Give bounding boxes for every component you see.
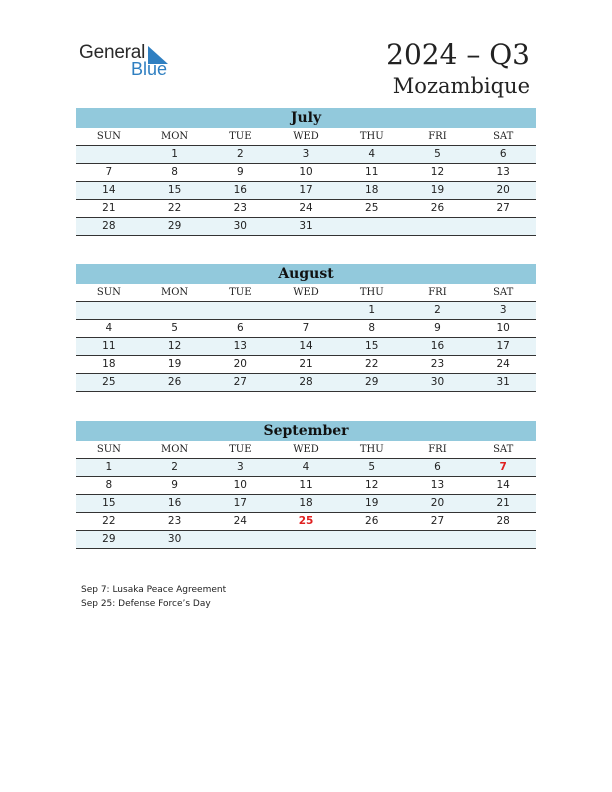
week-row: [76, 531, 536, 549]
day-cell: 26: [365, 515, 379, 527]
day-cell: 3: [499, 304, 507, 316]
day-cell: 26: [430, 202, 445, 214]
holiday-note: Sep 25: Defense Force’s Day: [81, 599, 211, 609]
weekday-label: MON: [160, 444, 189, 455]
day-cell: 2: [236, 148, 244, 160]
weekday-label: WED: [293, 444, 319, 455]
weekday-label: FRI: [428, 444, 447, 455]
day-cell: 12: [365, 479, 379, 491]
day-cell: 15: [167, 184, 182, 196]
day-cell: 23: [167, 515, 182, 527]
day-cell: 21: [299, 358, 313, 370]
day-cell: 7: [302, 322, 310, 334]
day-cell: 29: [365, 376, 379, 388]
week-row: [76, 495, 536, 513]
day-cell: 9: [171, 479, 178, 491]
day-cell: [470, 218, 536, 235]
month-calendar-august: [76, 264, 536, 392]
day-cell: 4: [368, 148, 376, 160]
day-cell: 25: [298, 515, 314, 527]
day-cell: [76, 302, 142, 319]
day-cell: [273, 531, 339, 548]
day-cell: 13: [496, 166, 510, 178]
weekday-label: SAT: [493, 287, 514, 298]
country-name: Mozambique: [392, 74, 530, 98]
day-cell: 4: [105, 322, 113, 334]
weekday-label: TUE: [229, 287, 252, 298]
day-cell: 25: [102, 376, 116, 388]
week-row: [76, 200, 536, 218]
day-cell: 16: [233, 184, 247, 196]
day-cell: [405, 531, 471, 548]
day-cell: 5: [368, 461, 376, 473]
day-cell: 7: [105, 166, 113, 178]
day-cell: [405, 218, 471, 235]
day-cell: 9: [434, 322, 441, 334]
day-cell: 10: [496, 322, 510, 334]
weekday-label: SAT: [493, 444, 514, 455]
day-cell: [207, 302, 273, 319]
weekday-label: WED: [293, 131, 319, 142]
day-cell: 24: [299, 202, 313, 214]
day-cell: 13: [430, 479, 445, 491]
page-title: 2024 – Q3: [386, 38, 530, 71]
day-cell: 13: [233, 340, 247, 352]
day-cell: 10: [299, 166, 313, 178]
day-cell: 22: [365, 358, 379, 370]
day-cell: 29: [167, 220, 182, 232]
weekday-label: WED: [293, 287, 319, 298]
day-cell: 6: [499, 148, 507, 160]
weekday-label: MON: [160, 131, 189, 142]
day-cell: 17: [233, 497, 247, 509]
weekday-label: FRI: [428, 287, 447, 298]
day-cell: 31: [299, 220, 313, 232]
day-cell: [273, 302, 339, 319]
day-cell: [207, 531, 273, 548]
week-row: [76, 374, 536, 392]
day-cell: 1: [105, 461, 113, 473]
logo-text-general: General: [79, 42, 146, 63]
day-cell: 11: [102, 340, 116, 352]
day-cell: 1: [171, 148, 178, 160]
day-cell: 18: [102, 358, 116, 370]
weekday-label: SUN: [96, 444, 121, 455]
day-cell: 21: [496, 497, 510, 509]
day-cell: 6: [434, 461, 441, 473]
day-cell: 2: [434, 304, 441, 316]
holiday-notes: [81, 583, 226, 611]
day-cell: 7: [499, 461, 507, 473]
day-cell: 11: [299, 479, 313, 491]
day-cell: [470, 531, 536, 548]
week-row: [76, 356, 536, 374]
weekday-label: TUE: [229, 131, 252, 142]
week-row: [76, 338, 536, 356]
logo-text-blue: Blue: [131, 59, 168, 79]
day-cell: 16: [430, 340, 445, 352]
day-cell: 19: [167, 358, 182, 370]
day-cell: [339, 531, 405, 548]
day-cell: 23: [233, 202, 247, 214]
week-row: [76, 182, 536, 200]
weekday-label: SUN: [96, 287, 121, 298]
week-row: [76, 513, 536, 531]
day-cell: 14: [102, 184, 116, 196]
day-cell: 15: [365, 340, 379, 352]
month-calendar-september: [76, 421, 536, 549]
day-cell: 20: [430, 497, 445, 509]
day-cell: 20: [233, 358, 247, 370]
day-cell: 4: [302, 461, 310, 473]
day-cell: 17: [299, 184, 313, 196]
day-cell: [76, 146, 142, 163]
day-cell: 23: [430, 358, 445, 370]
day-cell: 17: [496, 340, 510, 352]
weekday-label: TUE: [229, 444, 252, 455]
day-cell: 3: [236, 461, 244, 473]
day-cell: 12: [430, 166, 445, 178]
day-cell: 16: [167, 497, 182, 509]
day-cell: 27: [496, 202, 510, 214]
week-row: [76, 146, 536, 164]
weekday-label: THU: [359, 444, 384, 455]
day-cell: 26: [167, 376, 182, 388]
day-cell: 8: [105, 479, 113, 491]
day-cell: 6: [236, 322, 244, 334]
day-cell: 27: [430, 515, 445, 527]
day-cell: 18: [299, 497, 313, 509]
weekday-label: SAT: [493, 131, 514, 142]
day-cell: 1: [368, 304, 376, 316]
week-row: [76, 459, 536, 477]
week-row: [76, 302, 536, 320]
day-cell: 30: [167, 533, 182, 545]
day-cell: 15: [102, 497, 116, 509]
holiday-note: Sep 7: Lusaka Peace Agreement: [81, 585, 227, 595]
day-cell: 8: [171, 166, 178, 178]
day-cell: 14: [496, 479, 510, 491]
weekday-header-row: [76, 441, 536, 459]
day-cell: 10: [233, 479, 247, 491]
day-cell: 24: [496, 358, 510, 370]
day-cell: 27: [233, 376, 247, 388]
weekday-label: THU: [359, 131, 384, 142]
day-cell: 24: [233, 515, 247, 527]
weekday-label: THU: [359, 287, 384, 298]
day-cell: 19: [430, 184, 445, 196]
month-title: September: [76, 421, 536, 441]
weekday-header-row: [76, 284, 536, 302]
generalblue-logo: [79, 42, 179, 82]
day-cell: 22: [167, 202, 182, 214]
day-cell: [142, 302, 208, 319]
weekday-label: SUN: [96, 131, 121, 142]
week-row: [76, 477, 536, 495]
day-cell: 12: [167, 340, 182, 352]
day-cell: 28: [496, 515, 510, 527]
week-row: [76, 320, 536, 338]
weekday-label: FRI: [428, 131, 447, 142]
week-row: [76, 218, 536, 236]
day-cell: 25: [365, 202, 379, 214]
day-cell: 20: [496, 184, 510, 196]
day-cell: 28: [102, 220, 116, 232]
day-cell: 5: [434, 148, 441, 160]
weekday-header-row: [76, 128, 536, 146]
day-cell: 14: [299, 340, 313, 352]
day-cell: 29: [102, 533, 116, 545]
day-cell: 2: [171, 461, 178, 473]
day-cell: 11: [365, 166, 379, 178]
month-title: August: [76, 264, 536, 284]
day-cell: 30: [430, 376, 445, 388]
day-cell: 22: [102, 515, 116, 527]
day-cell: 5: [171, 322, 178, 334]
week-row: [76, 164, 536, 182]
weekday-label: MON: [160, 287, 189, 298]
day-cell: 8: [368, 322, 376, 334]
day-cell: 21: [102, 202, 116, 214]
day-cell: 18: [365, 184, 379, 196]
day-cell: 9: [236, 166, 244, 178]
day-cell: 3: [302, 148, 310, 160]
month-calendar-july: [76, 108, 536, 236]
day-cell: 31: [496, 376, 510, 388]
day-cell: 30: [233, 220, 247, 232]
day-cell: 28: [299, 376, 313, 388]
day-cell: [339, 218, 405, 235]
day-cell: 19: [365, 497, 379, 509]
month-title: July: [76, 108, 536, 128]
